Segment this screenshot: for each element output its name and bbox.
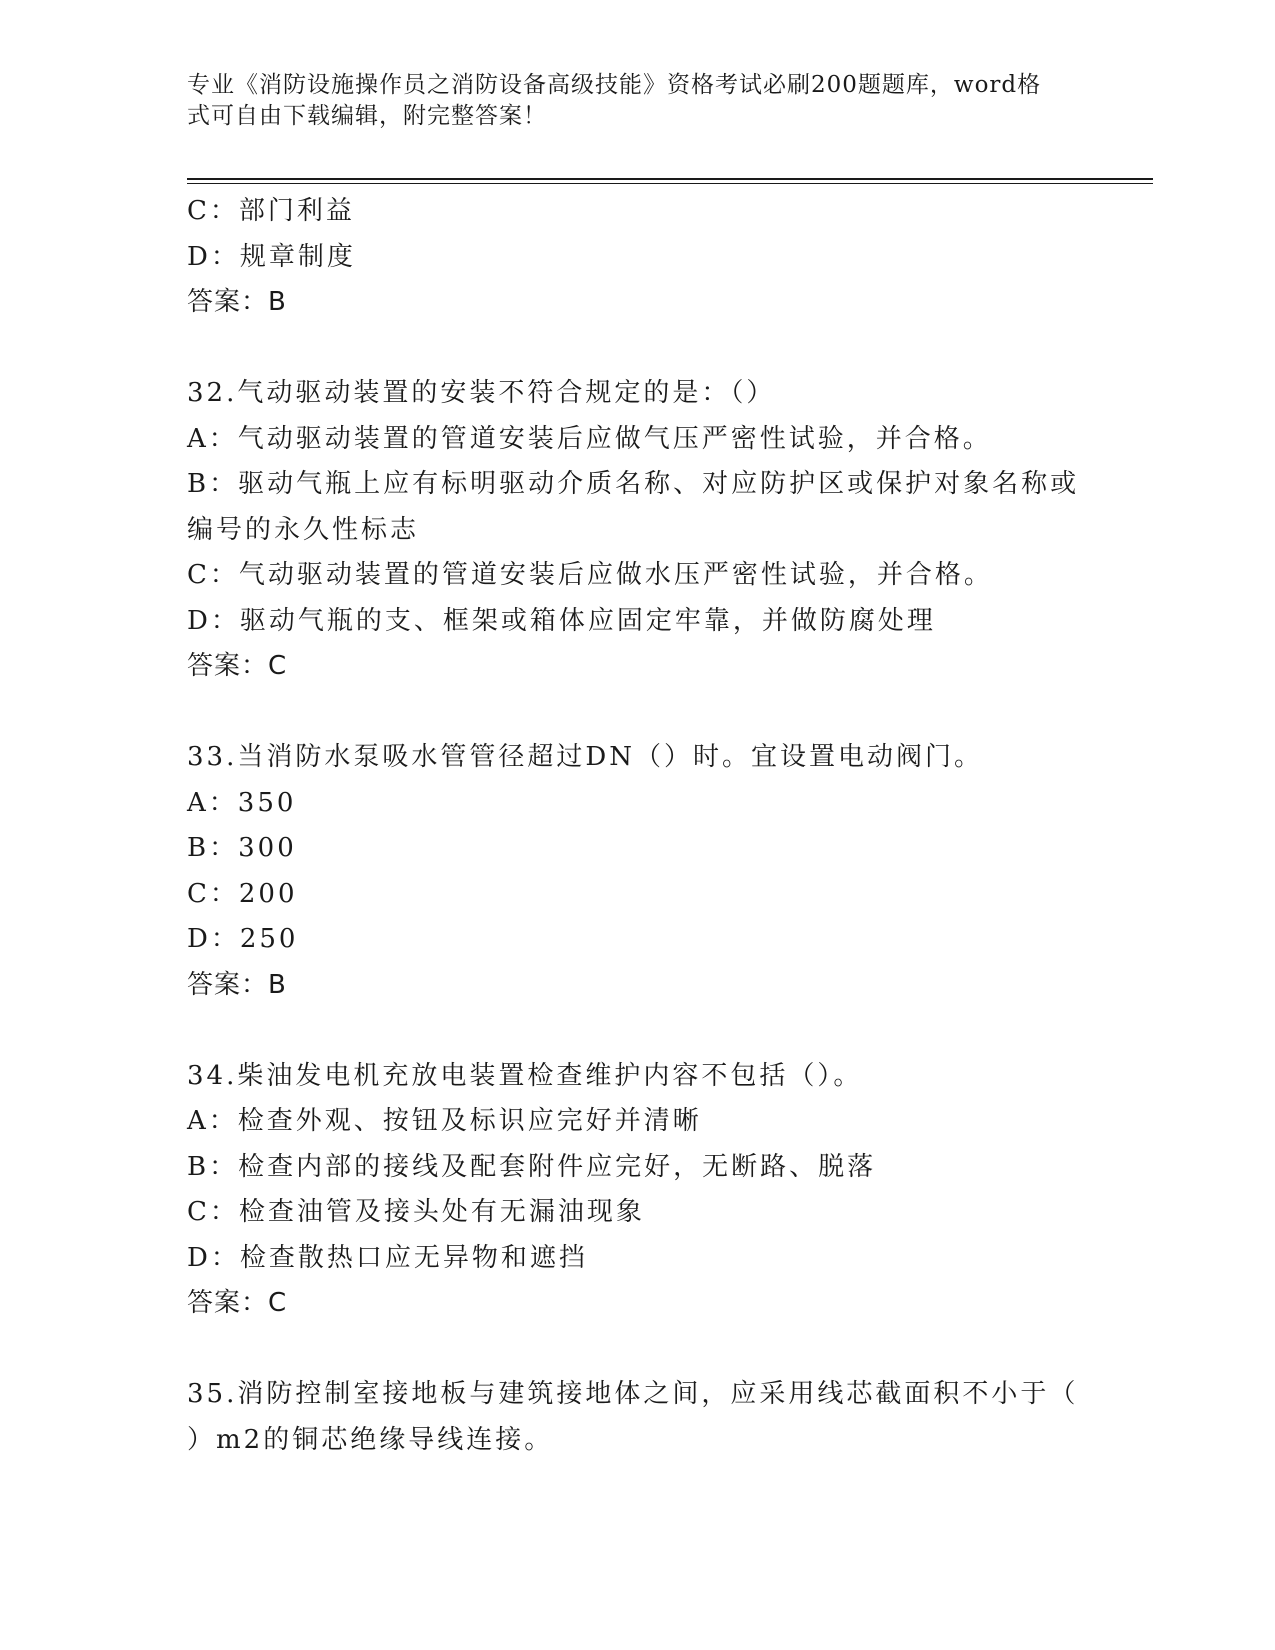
spacer xyxy=(187,1327,1087,1373)
option-a: A：气动驱动装置的管道安装后应做气压严密性试验，并合格。 xyxy=(187,423,992,454)
spacer xyxy=(187,1008,1087,1054)
option-b: B：300 xyxy=(187,833,297,863)
question-text: 35.消防控制室接地板与建筑接地体之间，应采用线芯截面积不小于（ xyxy=(187,1379,1079,1409)
option-b: B：检查内部的接线及配套附件应完好，无断路、脱落 xyxy=(187,1151,877,1182)
spacer xyxy=(187,690,1087,736)
option-c: C：检查油管及接头处有无漏油现象 xyxy=(187,1197,645,1227)
option-d: D：检查散热口应无异物和遮挡 xyxy=(187,1242,588,1273)
question-32 xyxy=(187,371,1087,690)
question-text-continuation: ）m2的铜芯绝缘导线连接。 xyxy=(187,1424,554,1455)
question-text: 34.柴油发电机充放电装置检查维护内容不包括（）。 xyxy=(187,1060,863,1091)
answer: 答案：B xyxy=(187,287,287,317)
option-a: A：检查外观、按钮及标识应完好并清晰 xyxy=(187,1106,702,1136)
spacer xyxy=(187,326,1087,372)
question-text: 33.当消防水泵吸水管管径超过DN（）时。宜设置电动阀门。 xyxy=(187,742,983,772)
answer: 答案：C xyxy=(187,1288,288,1318)
question-33 xyxy=(187,735,1087,1008)
answer: 答案：B xyxy=(187,969,287,1000)
answer: 答案：C xyxy=(187,651,288,681)
option-b: B：驱动气瓶上应有标明驱动介质名称、对应防护区或保护对象名称或 xyxy=(187,469,1080,499)
question-list xyxy=(187,189,1087,1463)
option-b-continuation: 编号的永久性标志 xyxy=(187,514,420,545)
document-header xyxy=(187,70,1067,132)
question-34 xyxy=(187,1054,1087,1327)
option-c: C：200 xyxy=(187,878,298,909)
option-d: D：驱动气瓶的支、框架或箱体应固定牢靠，并做防腐处理 xyxy=(187,605,936,636)
option-c: C：部门利益 xyxy=(187,196,355,226)
option-d: D：规章制度 xyxy=(187,241,356,272)
header-divider-thick xyxy=(187,178,1153,180)
option-d: D：250 xyxy=(187,924,299,954)
option-c: C：气动驱动装置的管道安装后应做水压严密性试验，并合格。 xyxy=(187,560,993,590)
header-line-1: 专业《消防设施操作员之消防设备高级技能》资格考试必刷200题题库，word格 xyxy=(187,72,1042,98)
question-text: 32.气动驱动装置的安装不符合规定的是：（） xyxy=(187,378,776,408)
header-divider-thin xyxy=(187,183,1153,184)
option-a: A：350 xyxy=(187,787,297,818)
header-line-2: 式可自由下载编辑，附完整答案！ xyxy=(187,103,547,129)
previous-question-tail xyxy=(187,189,1087,326)
question-35 xyxy=(187,1372,1087,1463)
